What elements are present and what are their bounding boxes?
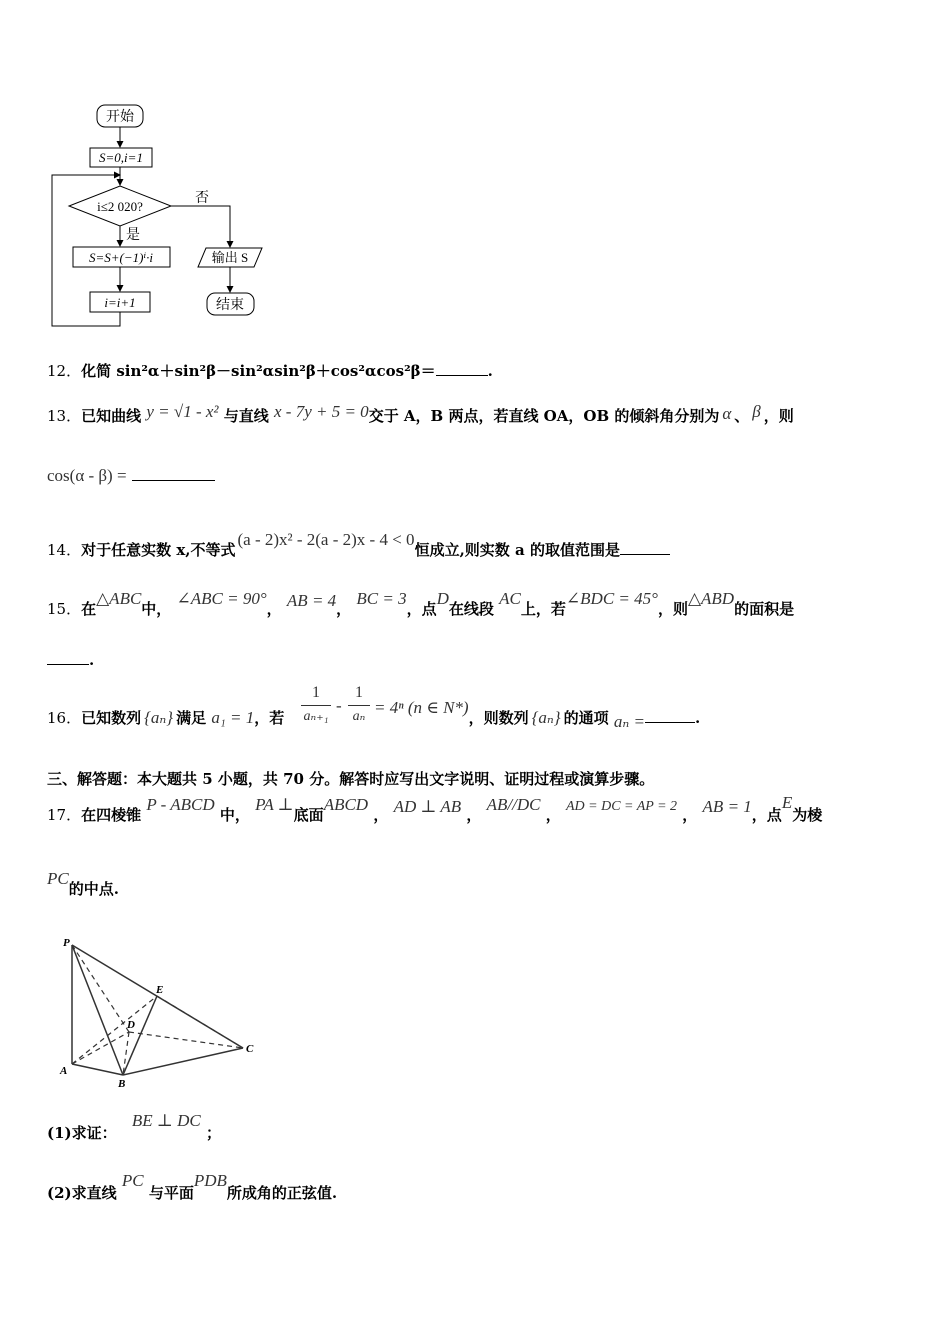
- flow-yes-label: 是: [126, 228, 140, 243]
- q15-tail: .: [89, 651, 95, 669]
- q16-an: aₙ =: [613, 712, 645, 731]
- q17-text-3: 底面: [293, 806, 324, 824]
- q13-number: 13．: [47, 407, 82, 425]
- q16-sequence-2: {aₙ}: [531, 708, 561, 727]
- q15-triangle-abd: △ABD: [687, 589, 735, 608]
- vertex-label-d: D: [127, 1019, 135, 1031]
- q17-part1-label: (1)求证：: [47, 1124, 117, 1142]
- q13-answer-blank[interactable]: [132, 466, 215, 481]
- q16-frac2-denominator: aₙ: [352, 709, 366, 724]
- flow-condition-label: i≤2 020?: [97, 199, 143, 214]
- q16-number: 16．: [47, 709, 82, 727]
- q17-text-6: 的中点.: [68, 880, 119, 898]
- q15-triangle: △ABC: [96, 589, 142, 608]
- question-14: [47, 530, 670, 560]
- q13-alpha: α: [722, 404, 732, 423]
- q16-text-2: 满足: [176, 709, 207, 727]
- q16-frac2-numerator: 1: [355, 684, 363, 701]
- q14-answer-blank[interactable]: [620, 540, 670, 555]
- q16-text-4: ，则数列: [468, 709, 529, 727]
- q14-text-2: 恒成立,则实数 a 的取值范围是: [414, 541, 620, 559]
- q16-text-1: 已知数列: [81, 709, 142, 727]
- q17-part2-label: (2)求直线: [47, 1184, 117, 1202]
- question-15: [47, 589, 795, 619]
- vertex-label-p: P: [63, 937, 70, 949]
- vertex-label-c: C: [246, 1043, 254, 1055]
- q16-frac2-bar: [348, 705, 370, 706]
- vertex-label-a: A: [60, 1065, 68, 1077]
- q15-bc: BC = 3: [356, 589, 407, 608]
- vertex-label-e: E: [156, 984, 164, 996]
- q17-part-1: [47, 1111, 221, 1143]
- q17-part1-math: BE ⊥ DC: [131, 1111, 201, 1130]
- q17-part2-pdb: PDB: [193, 1171, 227, 1190]
- q14-text-1: 对于任意实数 x,不等式: [81, 541, 236, 559]
- q17-text-5: 为棱: [792, 806, 823, 824]
- q15-answer-blank[interactable]: [47, 650, 89, 665]
- question-13: [47, 402, 794, 426]
- q15-text-3: ，点: [406, 600, 437, 618]
- q16-rhs: = 4ⁿ (n ∈ N*): [374, 698, 469, 717]
- q12-number: 12．: [47, 362, 82, 380]
- flow-no-label: 否: [195, 191, 209, 206]
- question-17: [47, 793, 823, 827]
- q17-line-2: [47, 869, 119, 899]
- q17-pa: PA ⊥: [255, 795, 294, 814]
- q17-part2-end: 所成角的正弦值.: [226, 1184, 338, 1202]
- edge-dc: [129, 1032, 243, 1048]
- q15-text-4: 在线段: [448, 600, 494, 618]
- q17-comma-3: ，: [545, 806, 561, 824]
- q15-ab: AB = 4: [286, 591, 337, 610]
- q13-text-1: 已知曲线: [81, 407, 142, 425]
- q17-comma-4: ，: [682, 806, 698, 824]
- q15-text-6: ，则: [657, 600, 688, 618]
- q16-rest: [374, 698, 701, 731]
- q17-part2-pc: PC: [121, 1171, 144, 1190]
- q15-text-2: 中，: [141, 600, 172, 618]
- q15-angle-abc: ∠ABC = 90°: [176, 589, 267, 608]
- q17-equal-lengths: AD = DC = AP = 2: [566, 799, 678, 814]
- q13-text-2: 与直线: [223, 407, 269, 425]
- q17-pc: PC: [47, 869, 69, 888]
- flow-output-label: 输出 S: [211, 250, 249, 265]
- vertex-label-b: B: [118, 1078, 126, 1090]
- q16-minus: -: [336, 696, 342, 715]
- q17-part1-end: ；: [205, 1124, 221, 1142]
- q17-part-2: [47, 1171, 338, 1203]
- q13-curve: y = √1 - x²: [146, 402, 219, 421]
- q17-ab-length: AB = 1: [702, 797, 752, 816]
- section-3-heading: 三、解答题：本大题共 5 小题，共 70 分。解答时应写出文字说明、证明过程或演算步骤。: [47, 770, 655, 788]
- q17-comma-1: ，: [373, 806, 389, 824]
- q16-a1: a₁ = 1: [211, 708, 255, 727]
- edge-pb: [72, 945, 123, 1075]
- question-16: [47, 708, 284, 728]
- q15-text-7: 的面积是: [734, 600, 795, 618]
- q12-text: 化简 sin²α＋sin²β－sin²αsin²β＋cos²αcos²β＝: [81, 362, 436, 380]
- flow-end-label: 结束: [216, 298, 244, 313]
- q17-part2-mid: 与平面: [148, 1184, 194, 1202]
- edge-ad: [72, 1032, 129, 1064]
- q17-ad-perp-ab: AD ⊥ AB: [393, 797, 462, 816]
- q16-text-3: ，若: [254, 709, 285, 727]
- q12-answer-blank[interactable]: [436, 361, 488, 376]
- q13-text-4: ，则: [763, 407, 794, 425]
- flow-update-s-label: S=S+(−1)ⁱ·i: [89, 250, 153, 265]
- flow-start-label: 开始: [106, 110, 134, 125]
- q13-expression: cos(α - β) =: [47, 466, 127, 485]
- flow-init-label: S=0,i=1: [99, 150, 143, 165]
- q17-abcd: ABCD: [323, 795, 369, 814]
- q17-pyramid: P - ABCD: [146, 795, 215, 814]
- q14-number: 14．: [47, 541, 82, 559]
- q13-sep: 、: [734, 407, 750, 425]
- q17-text-2: 中，: [219, 806, 250, 824]
- q15-number: 15．: [47, 600, 82, 618]
- q13-text-3: 交于 A，B 两点，若直线 OA，OB 的倾斜角分别为: [368, 407, 720, 425]
- question-12: [47, 361, 493, 381]
- q15-ac: AC: [499, 589, 521, 608]
- q14-inequality: (a - 2)x² - 2(a - 2)x - 4 < 0: [237, 530, 415, 549]
- q17-number: 17．: [47, 806, 82, 824]
- q15-text-1: 在: [81, 600, 97, 618]
- q17-text-4: ，点: [751, 806, 782, 824]
- q16-fraction-2: [348, 683, 370, 726]
- q17-text-1: 在四棱锥: [81, 806, 142, 824]
- q15-text-5: 上，若: [520, 600, 566, 618]
- q12-tail: .: [487, 362, 493, 380]
- q13-expression-row: [47, 466, 215, 486]
- pyramid-figure: [55, 935, 265, 1095]
- q17-ab-parallel-dc: AB//DC: [486, 795, 541, 814]
- q15-comma-2: ，: [336, 600, 352, 618]
- q16-frac1-denominator: aₙ₊₁: [303, 709, 329, 724]
- q13-beta: β: [752, 402, 761, 421]
- flowchart: [40, 95, 280, 335]
- edge-ab: [72, 1064, 123, 1075]
- q17-e: E: [781, 793, 793, 812]
- q16-sequence: {aₙ}: [144, 708, 174, 727]
- flow-update-i-label: i=i+1: [104, 295, 136, 310]
- q15-d: D: [436, 589, 449, 608]
- q16-fraction-1: [301, 683, 331, 726]
- q15-comma-1: ，: [266, 600, 282, 618]
- q16-tail: .: [694, 709, 701, 727]
- q15-angle-bdc: ∠BDC = 45°: [565, 589, 658, 608]
- q16-answer-blank[interactable]: [645, 708, 695, 723]
- edge-bc: [123, 1048, 243, 1075]
- q16-frac1-bar: [301, 705, 331, 706]
- q17-comma-2: ，: [466, 806, 482, 824]
- q16-text-5: 的通项: [563, 709, 609, 727]
- q13-line: x - 7y + 5 = 0: [273, 402, 369, 421]
- q16-frac1-numerator: 1: [312, 684, 320, 701]
- q15-answer-row: [47, 650, 94, 670]
